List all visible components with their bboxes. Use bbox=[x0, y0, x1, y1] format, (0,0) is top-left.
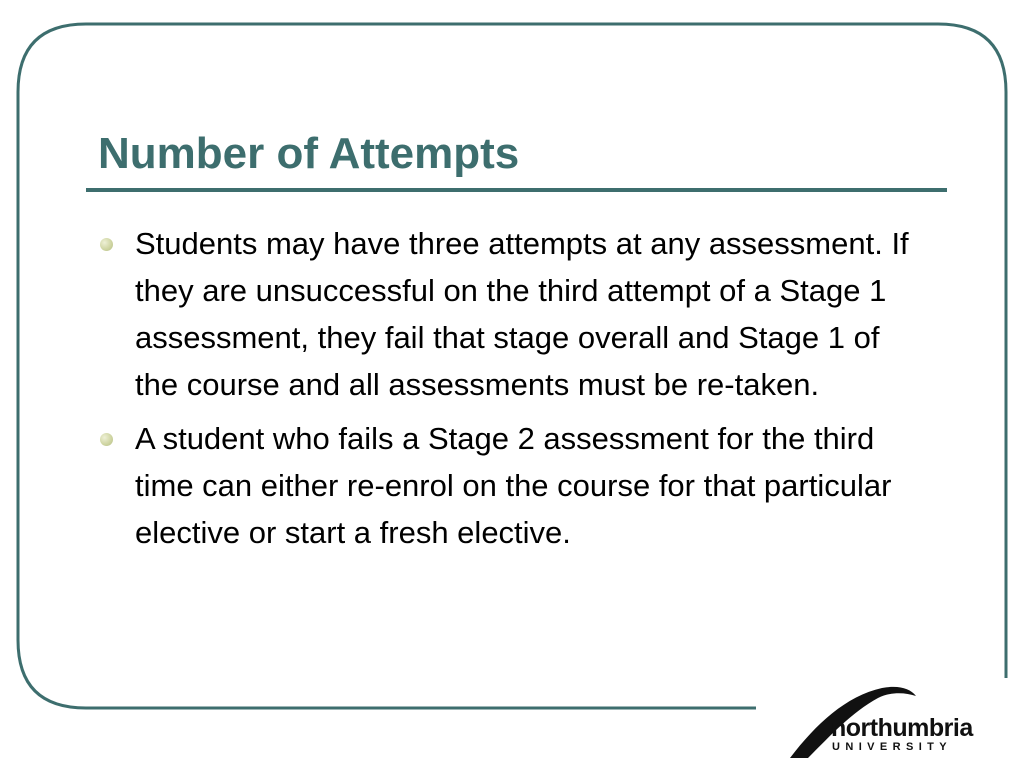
title-underline bbox=[86, 188, 947, 192]
bullet-icon bbox=[100, 433, 113, 446]
bullet-list bbox=[100, 220, 930, 563]
logo-subtitle: UNIVERSITY bbox=[832, 741, 953, 753]
university-logo bbox=[786, 684, 1006, 760]
logo-wordmark: northumbria bbox=[831, 714, 973, 742]
bullet-text: Students may have three attempts at any assessment. If they are unsuccessful on the third attempt of a Stage 1 assessment, they fail that stage overall and Stage 1 of the course and all assessments must be re-taken. bbox=[135, 226, 909, 402]
slide-title: Number of Attempts bbox=[98, 129, 520, 178]
bullet-icon bbox=[100, 238, 113, 251]
bullet-item bbox=[100, 220, 930, 408]
bullet-item bbox=[100, 415, 930, 556]
bullet-text: A student who fails a Stage 2 assessment for the third time can either re-enrol on the course for that particular elective or start a fresh elective. bbox=[135, 421, 892, 550]
